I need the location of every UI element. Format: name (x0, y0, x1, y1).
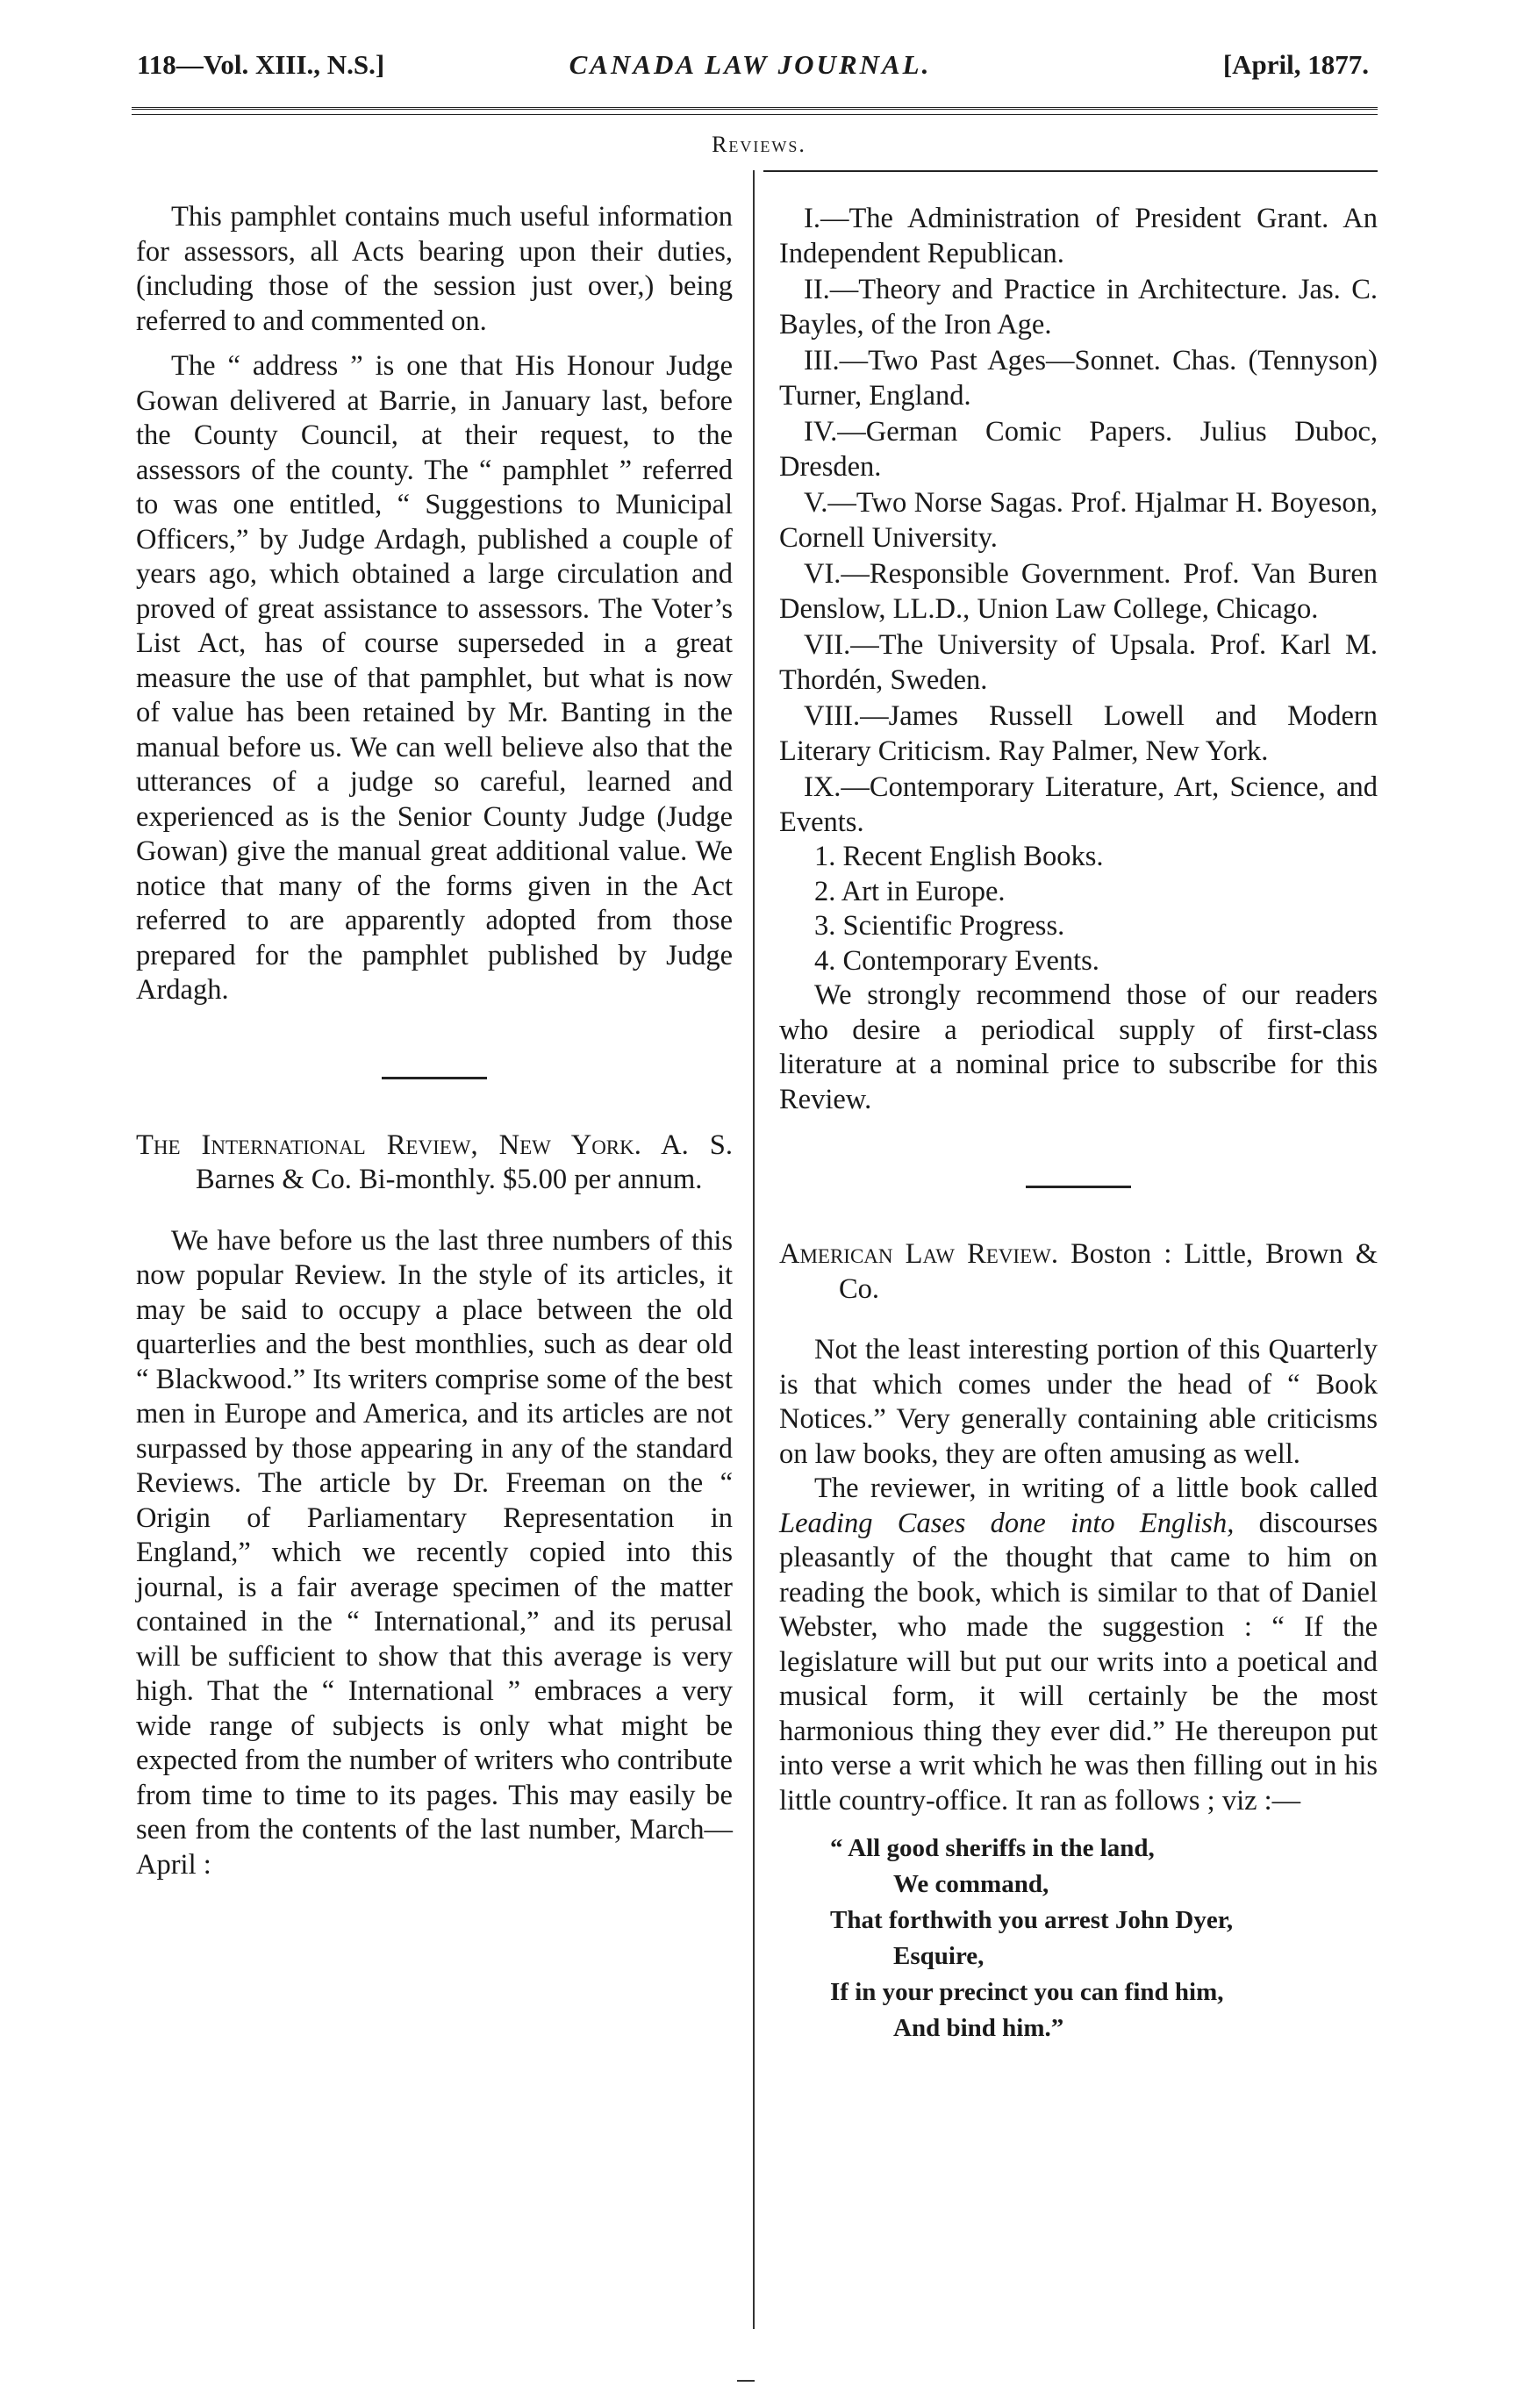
review-title: American Law Review. (779, 1238, 1058, 1270)
header-rule (132, 107, 1378, 115)
issue-date: [April, 1877. (1222, 49, 1369, 80)
running-header (123, 42, 1378, 95)
page-volume: 118—Vol. XIII., N.S.] (137, 49, 385, 80)
contents-subitem: 3. Scientific Progress. (814, 910, 1065, 942)
contents-item: VII.—The University of Upsala. Prof. Karl M. Thordén, Sweden. (779, 629, 1378, 696)
paragraph: We strongly recommend those of our readers who desire a periodical supply of first-class literature at a nominal price to subscribe for this Review. (779, 979, 1378, 1115)
contents-item: VI.—Responsible Government. Prof. Van Buren Denslow, LL.D., Union Law College, Chicago. (779, 558, 1378, 625)
footer-mark (737, 2380, 755, 2382)
contents-item: II.—Theory and Practice in Architecture. Jas. C. Bayles, of the Iron Age. (779, 274, 1378, 340)
book-title: Leading Cases done into English, (779, 1507, 1235, 1539)
verse-line: “ All good sheriffs in the land, (830, 1834, 1155, 1862)
section-rule (763, 170, 1378, 172)
contents-item: I.—The Administration of President Grant. An Independent Republican. (779, 203, 1378, 269)
verse-quote (779, 1831, 1378, 2046)
contents-item: VIII.—James Russell Lowell and Modern Literary Criticism. Ray Palmer, New York. (779, 700, 1378, 767)
separator-rule (1026, 1186, 1131, 1188)
paragraph: We have before us the last three numbers of this now popular Review. In the style of its articles, it may be said to occupy a place between the old quarterlies and the best monthlies, such as dear old “ Blackwood.” Its writers comprise some of the best men in Europe and America, and its articles are not surpassed by those appearing in any of the standard Reviews. The article by Dr. Freeman on the “ Origin of Parliamentary Representation in England,” which we recently copied into this journal, is a fair average specimen of the matter contained in the “ International,” and its perusal will be sufficient to show that this average is very high. That the “ International ” embraces a very wide range of subjects is only what might be expected from the number of writers who contribute from time to time to its pages. This may easily be seen from the contents of the last number, March—April : (136, 1224, 733, 1881)
review-publisher: A. S. Barnes & Co. Bi-monthly. $5.00 per annum. (196, 1129, 733, 1195)
column-divider (753, 170, 755, 2329)
separator-rule (382, 1077, 487, 1079)
verse-line: That forthwith you arrest John Dyer, (830, 1906, 1234, 1934)
verse-line: Esquire, (893, 1942, 985, 1970)
contents-subitem: 1. Recent English Books. (814, 841, 1104, 872)
paragraph (779, 1472, 1378, 1818)
review-title: The International Review, New York. (136, 1129, 641, 1161)
paragraph-text: The reviewer, in writing of a little book called (814, 1473, 1378, 1504)
review-heading (136, 1129, 733, 1198)
right-column (779, 200, 1378, 2046)
contents-item: IX.—Contemporary Literature, Art, Science, and Events. (779, 771, 1378, 838)
left-column (136, 200, 733, 1882)
verse-line: And bind him.” (893, 2014, 1064, 2042)
paragraph-text: discourses pleasantly of the thought that came to him on reading the book, which is similar to that of Daniel Webster, who made the suggestion : “ If the legislature will but put our writs into a poetical and musical form, it will certainly be the most harmonious thing they ever did.” He thereupon put into verse a writ which he was then filling out in his little country-office. It ran as follows ; viz :— (779, 1507, 1378, 1817)
verse-line: If in your precinct you can find him, (830, 1978, 1224, 2006)
contents-subitem: 4. Contemporary Events. (814, 944, 1099, 977)
review-publisher: Boston : Little, Brown & Co. (839, 1238, 1378, 1305)
contents-item: V.—Two Norse Sagas. Prof. Hjalmar H. Boyeson, Cornell University. (779, 487, 1378, 554)
contents-subitem: 2. Art in Europe. (814, 875, 1006, 907)
paragraph: The “ address ” is one that His Honour Judge Gowan delivered at Barrie, in January last, before the County Council, at their request, to the assessors of the county. The “ pamphlet ” referred to was one entitled, “ Suggestions to Municipal Officers,” by Judge Ardagh, published a couple of years ago, which obtained a large circulation and proved of great assistance to assessors. The Voter’s List Act, has of course superseded in a great measure the use of that pamphlet, but what is now of value has been retained by Mr. Banting in the manual before us. We can well believe also that the utterances of a judge so careful, learned and experienced as is the Senior County Judge (Judge Gowan) give the manual great additional value. We notice that many of the forms given in the Act referred to are apparently adopted from those prepared for the pamphlet published by Judge Ardagh. (136, 350, 733, 1006)
paragraph: Not the least interesting portion of this Quarterly is that which comes under the head of “ Book Notices.” Very generally containing able criticisms on law books, they are often amusing as well. (779, 1334, 1378, 1470)
contents-item: III.—Two Past Ages—Sonnet. Chas. (Tennyson) Turner, England. (779, 345, 1378, 412)
journal-title: CANADA LAW JOURNAL. (569, 49, 932, 80)
paragraph: This pamphlet contains much useful information for assessors, all Acts bearing upon their duties, (including those of the session just over,) being referred to and commented on. (136, 201, 733, 337)
contents-item: IV.—German Comic Papers. Julius Duboc, Dresden. (779, 416, 1378, 483)
review-heading (779, 1237, 1378, 1307)
section-heading: Reviews. (712, 132, 806, 157)
verse-line: We command, (893, 1870, 1049, 1898)
